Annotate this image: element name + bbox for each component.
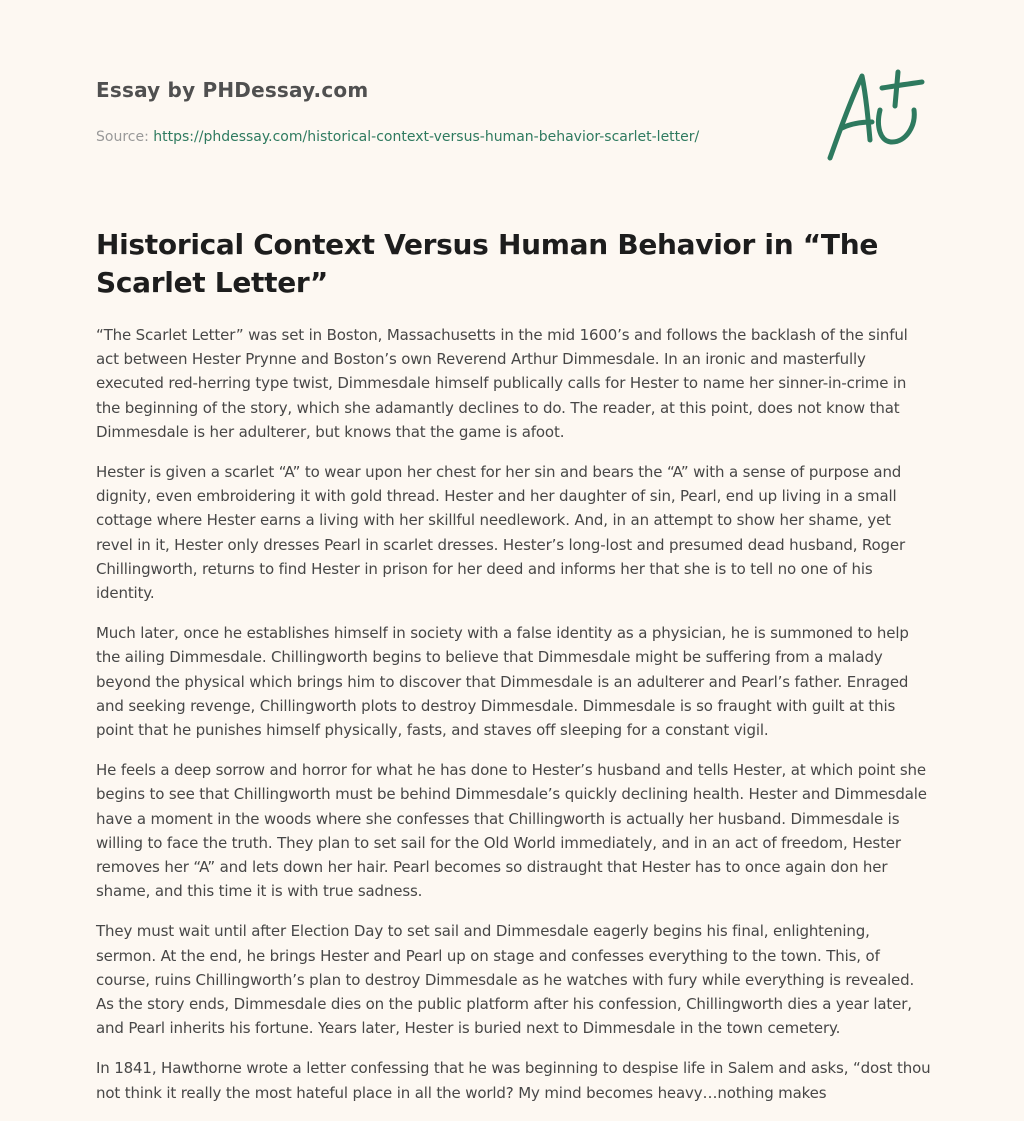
- brand-title: Essay by PHDessay.com: [96, 78, 369, 102]
- paragraph: Hester is given a scarlet “A” to wear upon her chest for her sin and bears the “A” with a sense of purpose and dignity, even embroidering it with gold thread. Hester and her daughter of sin, Pearl, end up living in a small cottage where Hester earns a living with her skillful needlework. And, in an attempt to show her shame, yet revel in it, Hester only dresses Pearl in scarlet dresses. Hester’s long-lost and presumed dead husband, Roger Chillingworth, returns to find Hester in prison for her deed and informs her that she is to tell no one of his identity.: [96, 463, 906, 603]
- paragraph: They must wait until after Election Day to set sail and Dimmesdale eagerly begins his final, enlightening, sermon. At the end, he brings Hester and Pearl up on stage and confesses everything to the town. This, of course, ruins Chillingworth’s plan to destroy Dimmesdale as he watches with fury while everything is revealed. As the story ends, Dimmesdale dies on the public platform after his confession, Chillingworth dies a year later, and Pearl inherits his fortune. Years later, Hester is buried next to Dimmesdale in the town cemetery.: [96, 922, 915, 1038]
- a-plus-logo: [822, 66, 932, 166]
- header: [96, 76, 796, 146]
- paragraph: Much later, once he establishes himself in society with a false identity as a physician, he is summoned to help the ailing Dimmesdale. Chillingworth begins to believe that Dimmesdale might be suffering from a malady beyond the physical which brings him to discover that Dimmesdale is an adulterer and Pearl’s father. Enraged and seeking revenge, Chillingworth plots to destroy Dimmesdale. Dimmesdale is so fraught with guilt at this point that he punishes himself physically, fasts, and staves off sleeping for a constant vigil.: [96, 624, 909, 740]
- source-label: Source:: [96, 129, 154, 145]
- source-link[interactable]: https://phdessay.com/historical-context-versus-human-behavior-scarlet-letter/: [153, 129, 700, 145]
- essay-body: [96, 323, 932, 1121]
- paragraph: “The Scarlet Letter” was set in Boston, Massachusetts in the mid 1600’s and follows the backlash of the sinful act between Hester Prynne and Boston’s own Reverend Arthur Dimmesdale. In an ironic and masterfully executed red-herring type twist, Dimmesdale himself publically calls for Hester to name her sinner-in-crime in the beginning of the story, which she adamantly declines to do. The reader, at this point, does not know that Dimmesdale is her adulterer, but knows that the game is afoot.: [96, 326, 908, 441]
- paragraph: In 1841, Hawthorne wrote a letter confessing that he was beginning to despise life in Salem and asks, “dost thou not think it really the most hateful place in all the world? My mind becomes heavy…nothing makes: [96, 1059, 931, 1102]
- paragraph: He feels a deep sorrow and horror for what he has done to Hester’s husband and tells Hester, at which point she begins to see that Chillingworth must be behind Dimmesdale’s quickly declining health. Hester and Dimmesdale have a moment in the woods where she confesses that Chillingworth is actually her husband. Dimmesdale is willing to face the truth. They plan to set sail for the Old World immediately, and in an act of freedom, Hester removes her “A” and lets down her hair. Pearl becomes so distraught that Hester has to once again don her shame, and this time it is with true sadness.: [96, 761, 927, 901]
- source-line: [96, 128, 796, 146]
- essay-title: Historical Context Versus Human Behavior in “The Scarlet Letter”: [96, 228, 879, 299]
